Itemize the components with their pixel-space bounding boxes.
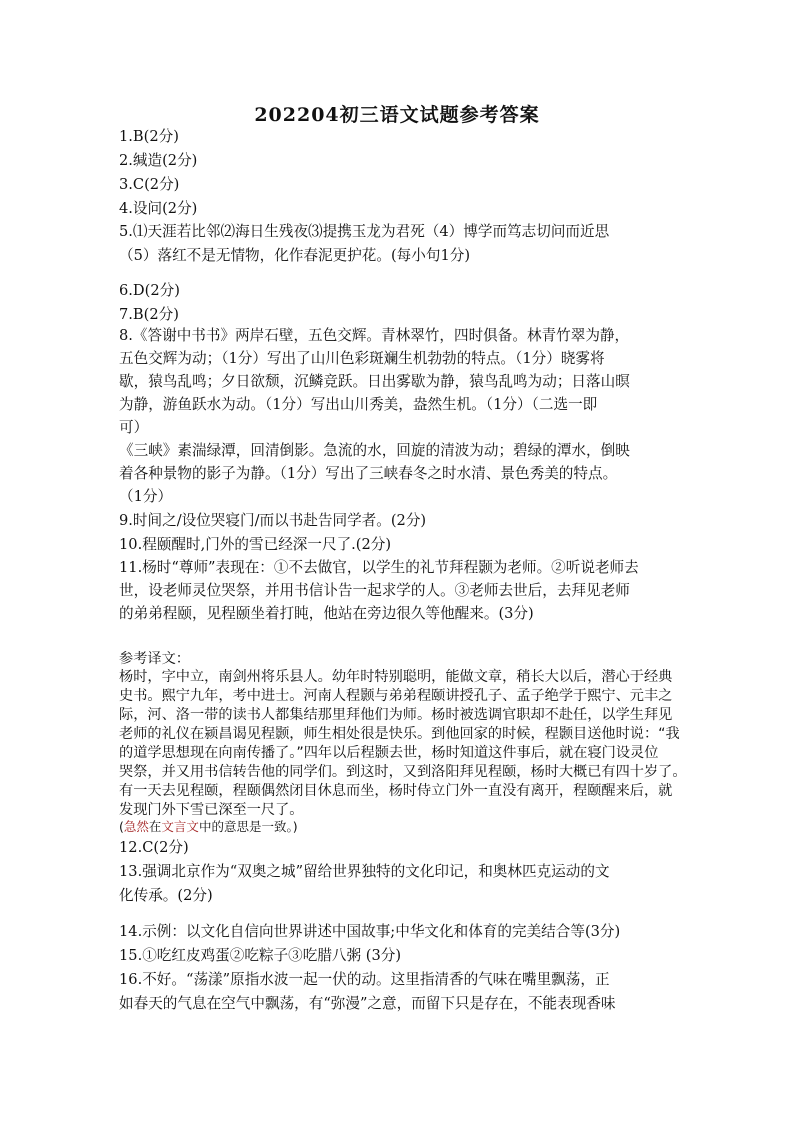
note-highlight-1: 急然 (123, 819, 149, 834)
answer-8-line-3: 歇，猿鸟乱鸣；夕日欲颓，沉鳞竞跃。日出雾歇为静，猿鸟乱鸣为动；日落山暝 (119, 373, 630, 390)
note-open: ( (119, 819, 124, 834)
translation-line-2: 史书。熙宁九年，考中进士。河南人程颢与弟弟程颐讲授孔子、孟子绝学于熙宁、元丰之 (119, 688, 673, 704)
answer-9: 9.时间之/设位哭寝门/而以书赴告同学者。(2分) (119, 512, 427, 529)
answer-8-line-6: 《三峡》素湍绿潭，回清倒影。急流的水，回旋的清波为动；碧绿的潭水，倒映 (119, 442, 630, 459)
answer-7: 7.B(2分) (119, 306, 179, 323)
answer-11-line-3: 的弟弟程颐，见程颐坐着打盹，他站在旁边很久等他醒来。(3分) (119, 605, 534, 622)
answer-4: 4.设问(2分) (119, 200, 198, 217)
answer-8-line-7: 着各种景物的影子为静。（1分）写出了三峡春冬之时水清、景色秀美的特点。 (119, 465, 618, 482)
answer-14: 14.示例：以文化自信向世界讲述中国故事;中华文化和体育的完美结合等(3分) (119, 923, 621, 940)
translation-heading: 参考译文： (119, 651, 190, 667)
page-title: 202204初三语文试题参考答案 (254, 104, 540, 126)
translation-line-6: 哭祭，并又用书信转告他的同学们。到这时，又到洛阳拜见程颐，杨时大概已有四十岁了。 (119, 764, 687, 780)
translation-line-7: 有一天去见程颐，程颐偶然闭目休息而坐，杨时侍立门外一直没有离开，程颐醒来后，就 (119, 783, 673, 799)
note-highlight-2: 文言文 (161, 819, 199, 834)
note-mid: 在 (148, 819, 162, 834)
answer-16-line-1: 16.不好。“荡漾”原指水波一起一伏的动。这里指清香的气味在嘴里飘荡，正 (119, 971, 610, 988)
translation-note (119, 817, 298, 837)
answer-10: 10.程颐醒时,门外的雪已经深一尺了.(2分) (119, 536, 392, 553)
answer-13-line-1: 13.强调北京作为“双奥之城”留给世界独特的文化印记，和奥林匹克运动的文 (119, 863, 610, 880)
answer-8-line-8: （1分） (119, 488, 173, 505)
note-rest: 中的意思是一致。) (198, 819, 298, 834)
answer-6: 6.D(2分) (119, 282, 180, 299)
translation-line-5: 的道学思想现在向南传播了。”四年以后程颢去世，杨时知道这件事后，就在寝门设灵位 (119, 745, 659, 761)
answer-8-line-1: 8.《答谢中书书》两岸石壁，五色交辉。青林翠竹，四时俱备。林青竹翠为静， (119, 327, 630, 344)
answer-1: 1.B(2分) (119, 128, 179, 145)
answer-8-line-4: 为静，游鱼跃水为动。（1分）写出山川秀美，盎然生机。（1分）（二选一即 (119, 396, 598, 413)
answer-2: 2.缄造(2分) (119, 152, 198, 169)
answer-15: 15.①吃红皮鸡蛋②吃粽子③吃腊八粥 (3分) (119, 947, 402, 964)
answer-11-line-2: 世，设老师灵位哭祭，并用书信讣告一起求学的人。③老师去世后，去拜见老师 (119, 582, 630, 599)
translation-line-1: 杨时，字中立，南剑州将乐县人。幼年时特别聪明，能做文章，稍长大以后，潜心于经典 (119, 669, 673, 685)
answer-3: 3.C(2分) (119, 176, 180, 193)
translation-line-8: 发现门外下雪已深至一尺了。 (119, 802, 304, 818)
answer-8-line-2: 五色交辉为动；（1分）写出了山川色彩斑斓生机勃勃的特点。（1分）晓雾将 (119, 350, 605, 367)
translation-line-3: 际，河、洛一带的读书人都集结那里拜他们为师。杨时被选调官职却不赴任，以学生拜见 (119, 707, 673, 723)
answer-12: 12.C(2分) (119, 839, 189, 856)
answer-13-line-2: 化传承。(2分) (119, 887, 213, 904)
translation-line-4: 老师的礼仪在颍昌谒见程颢，师生相处很是快乐。到他回家的时候，程颢目送他时说：“我 (119, 726, 680, 742)
answer-5-line-2: （5）落红不是无情物，化作春泥更护花。(每小句1分) (119, 247, 471, 264)
answer-11-line-1: 11.杨时“尊师”表现在：①不去做官，以学生的礼节拜程颢为老师。②听说老师去 (119, 559, 639, 576)
answer-16-line-2: 如春天的气息在空气中飘荡，有“弥漫”之意，而留下只是存在，不能表现香味 (119, 995, 616, 1012)
answer-8-line-5: 可） (119, 419, 149, 436)
answer-5-line-1: 5.⑴天涯若比邻⑵海日生残夜⑶提携玉龙为君死（4）博学而笃志切问而近思 (119, 223, 610, 240)
